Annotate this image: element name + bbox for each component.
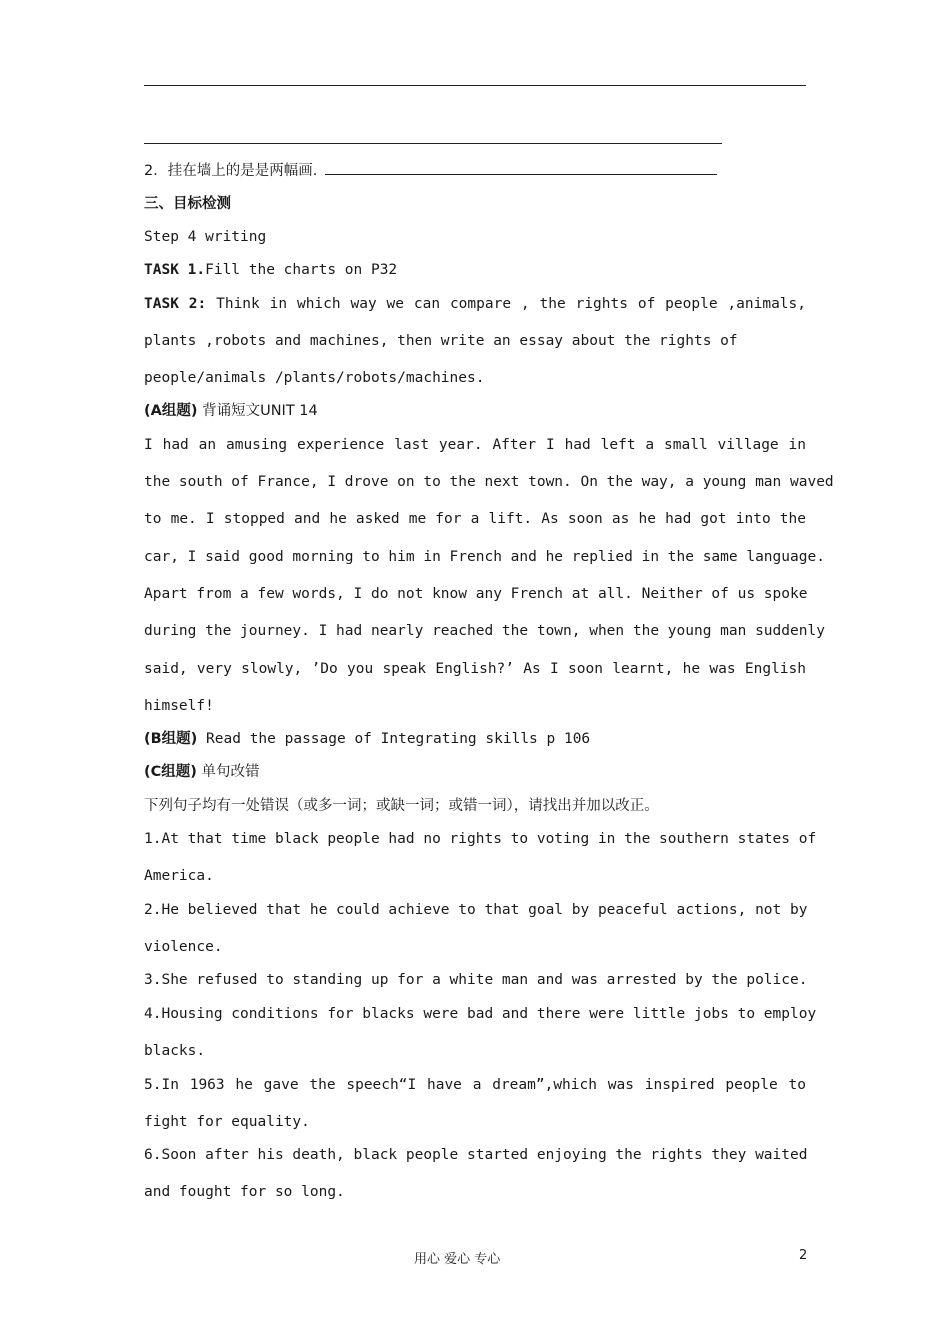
answer-line-2 xyxy=(144,143,722,144)
task-2-line-2: plants ,robots and machines, then write an essay about the rights of xyxy=(144,333,738,349)
passage-line: Apart from a few words, I do not know any French at all. Neither of us spoke xyxy=(144,586,808,602)
group-a-heading xyxy=(144,401,318,421)
exercise-item: 6.Soon after his death, black people started enjoying the rights they waited xyxy=(144,1147,808,1163)
task-1 xyxy=(144,260,397,280)
translation-item-2 xyxy=(144,160,717,181)
exercise-item: blacks. xyxy=(144,1043,206,1059)
exercise-item: 4.Housing conditions for blacks were bad and there were little jobs to employ xyxy=(144,1006,817,1022)
exercise-item: violence. xyxy=(144,939,223,955)
group-a-label: (A组题) xyxy=(144,403,198,419)
group-c-label: (C组题) xyxy=(144,764,197,780)
instruction: 下列句子均有一处错误（或多一词；或缺一词；或错一词），请找出并加以改正。 xyxy=(144,798,659,814)
passage-line: himself! xyxy=(144,698,214,714)
group-c-heading xyxy=(144,762,260,782)
exercise-item: 3.She refused to standing up for a white man and was arrested by the police. xyxy=(144,972,808,988)
step-heading: Step 4 writing xyxy=(144,229,267,245)
section-title: 三、目标检测 xyxy=(144,196,231,212)
page-number: 2 xyxy=(799,1248,808,1263)
task-2-line-1 xyxy=(144,294,806,314)
passage-line: the south of France, I drove on to the next town. On the way, a young man waved xyxy=(144,474,834,490)
translation-sentence: 2．挂在墙上的是是两幅画. xyxy=(144,163,318,179)
passage-line: during the journey. I had nearly reached the town, when the young man suddenly xyxy=(144,623,825,639)
group-a-title: 背诵短文UNIT 14 xyxy=(197,403,318,419)
passage-line: car, I said good morning to him in French and he replied in the same language. xyxy=(144,549,825,565)
exercise-item: fight for equality. xyxy=(144,1114,310,1130)
task-2-text: Think in which way we can compare , the rights of people ,animals, xyxy=(206,296,806,312)
footer-motto: 用心 爱心 专心 xyxy=(414,1252,501,1267)
task-2-line-3: people/animals /plants/robots/machines. xyxy=(144,370,485,386)
answer-blank xyxy=(325,160,717,175)
exercise-item: and fought for so long. xyxy=(144,1184,345,1200)
passage-line: to me. I stopped and he asked me for a lift. As soon as he had got into the xyxy=(144,511,806,527)
group-b-label: (B组题) xyxy=(144,731,198,747)
exercise-item: 1.At that time black people had no rights to voting in the southern states of xyxy=(144,831,817,847)
task-1-label: TASK 1. xyxy=(144,262,206,278)
answer-line-1 xyxy=(144,85,806,86)
exercise-item: 2.He believed that he could achieve to that goal by peaceful actions, not by xyxy=(144,902,808,918)
passage-line: I had an amusing experience last year. After I had left a small village in xyxy=(144,437,806,453)
task-1-text: Fill the charts on P32 xyxy=(205,262,398,278)
exercise-item: 5.In 1963 he gave the speech“I have a dream”,which was inspired people to xyxy=(144,1077,806,1093)
group-b xyxy=(144,729,590,749)
passage-line: said, very slowly, ’Do you speak English?’ As I soon learnt, he was English xyxy=(144,661,806,677)
task-2-label: TASK 2: xyxy=(144,296,207,312)
group-c-title: 单句改错 xyxy=(196,764,260,780)
exercise-item: America. xyxy=(144,868,214,884)
group-b-text: Read the passage of Integrating skills p 106 xyxy=(197,731,591,747)
